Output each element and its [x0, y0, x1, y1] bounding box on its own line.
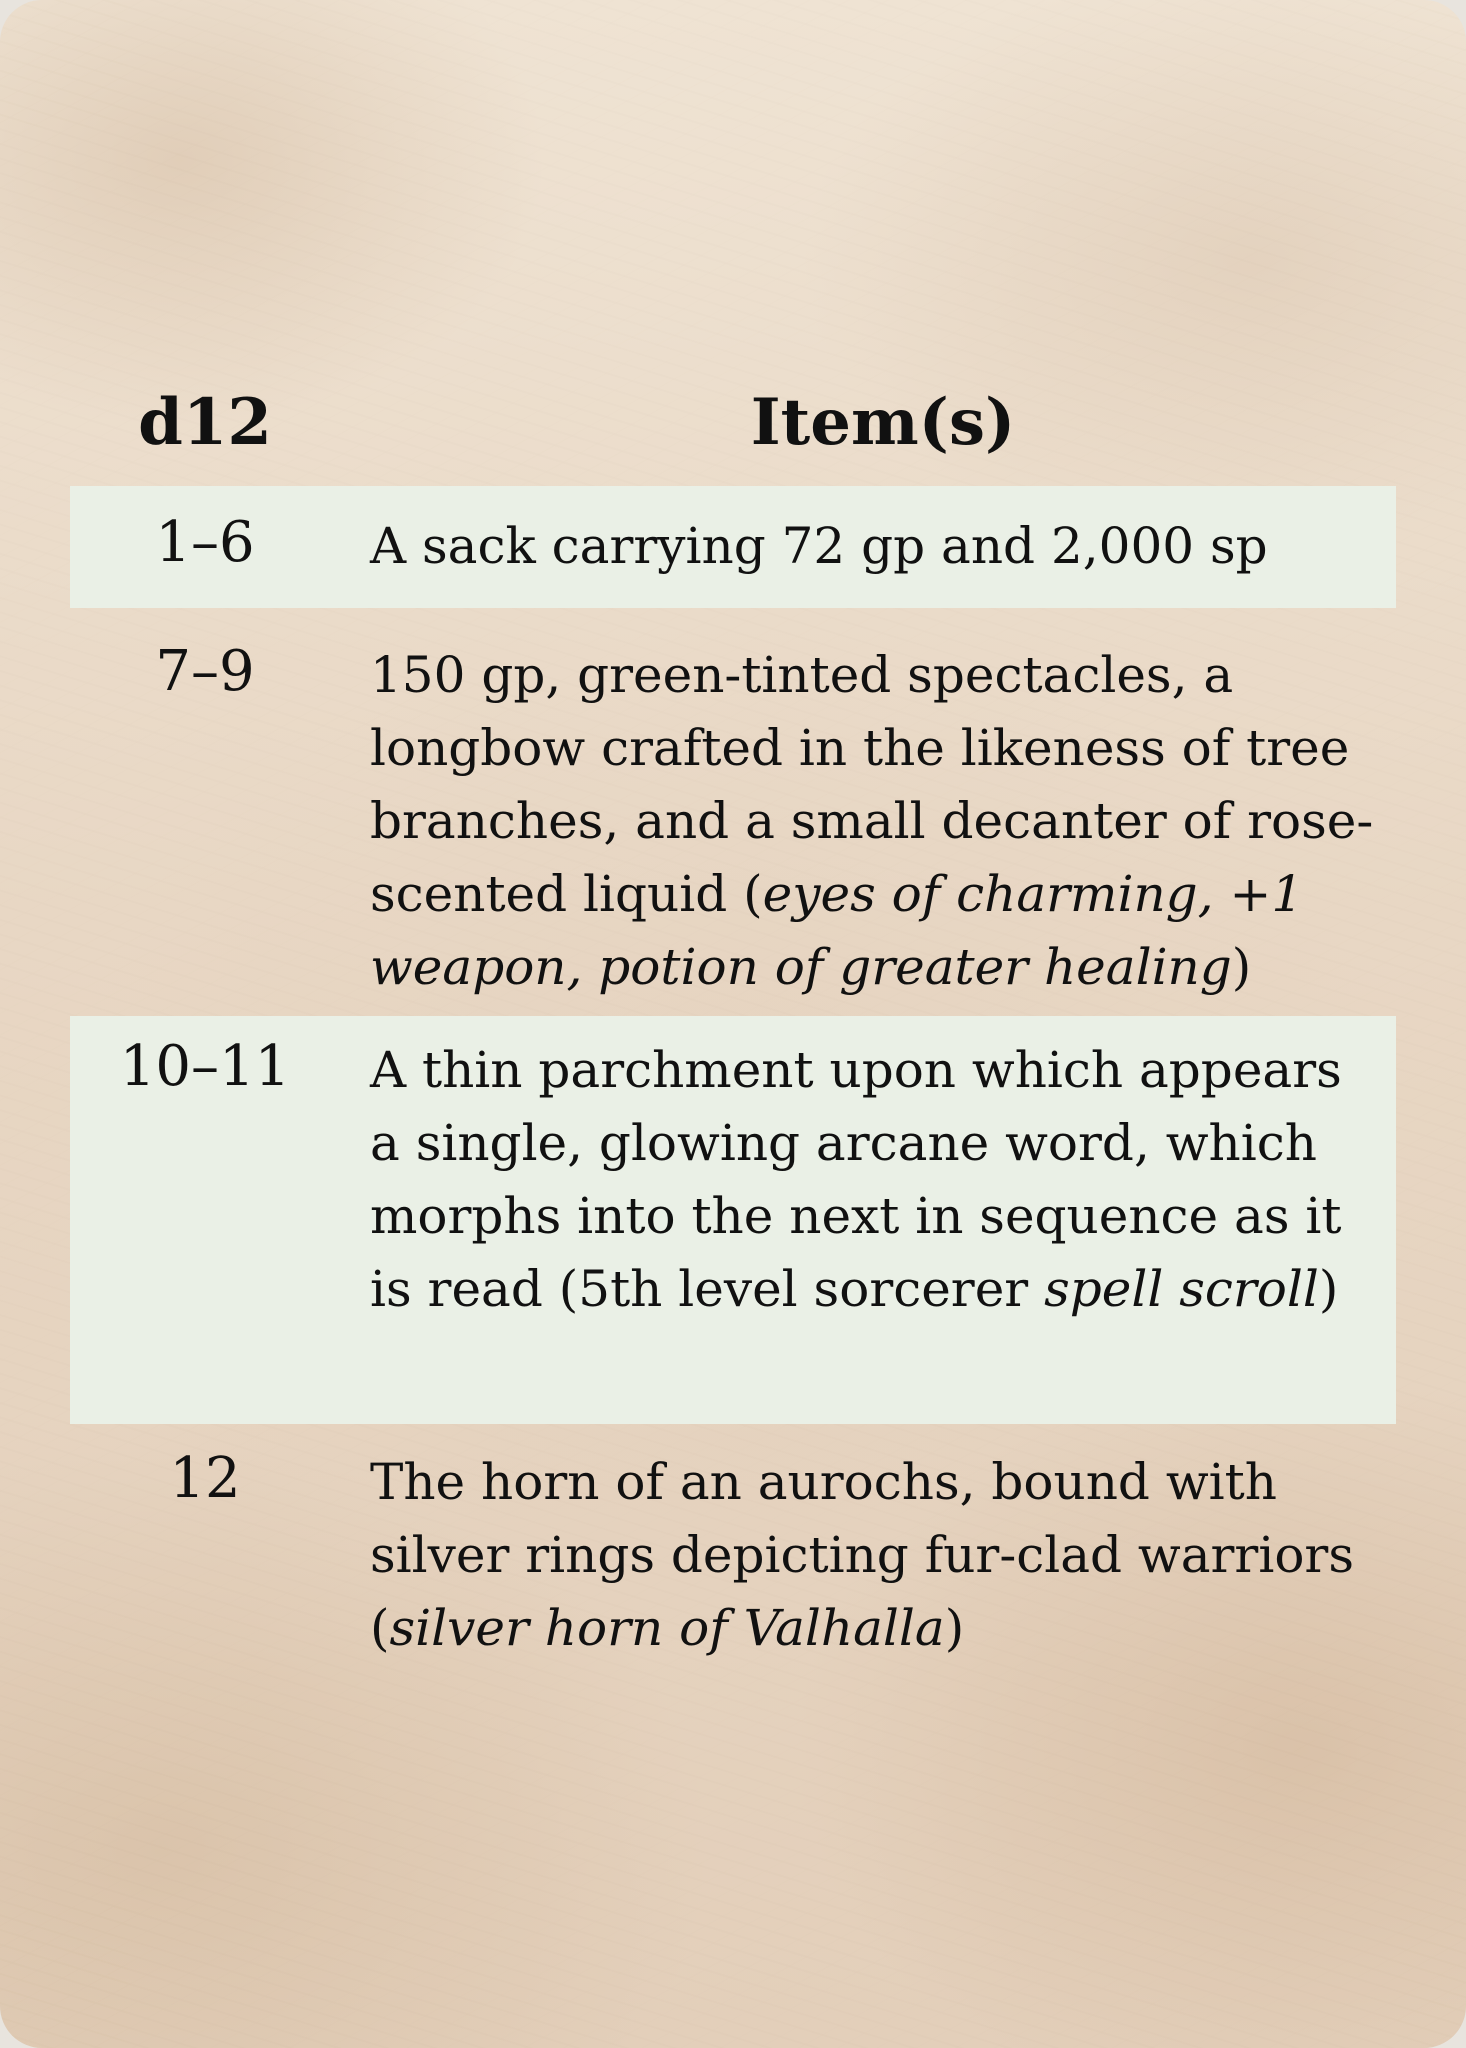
item-cell — [370, 1446, 1396, 1665]
item-text: The horn of an aurochs, bound with silver rings depicting fur-clad warriors ( — [370, 1453, 1354, 1657]
item-italic-text: eyes of charming, +1 weapon, potion of greater healing — [370, 865, 1304, 996]
table-header — [70, 378, 1396, 478]
roll-cell: 7–9 — [155, 639, 255, 704]
item-text: 150 gp, green-tinted spectacles, a longbow crafted in the likeness of tree branches, and a small decanter of rose-scented liquid ( — [370, 646, 1374, 923]
item-text: A thin parchment upon which appears a single, glowing arcane word, which morphs into the next in sequence as it is read (5th level sorcerer — [370, 1041, 1342, 1318]
item-text: ) — [944, 1599, 965, 1657]
item-text: ) — [1318, 1260, 1339, 1318]
roll-cell: 10–11 — [119, 1034, 291, 1099]
item-cell — [370, 1034, 1396, 1326]
table-row — [70, 1016, 1396, 1424]
header-roll: d12 — [138, 385, 272, 460]
item-cell — [370, 639, 1396, 1004]
loot-table — [70, 486, 1396, 1744]
item-text: ) — [1231, 938, 1252, 996]
roll-cell: 1–6 — [155, 510, 255, 575]
header-items: Item(s) — [750, 385, 1016, 460]
item-cell: A sack carrying 72 gp and 2,000 sp — [370, 517, 1268, 575]
table-row — [70, 608, 1396, 1016]
roll-cell: 12 — [169, 1446, 241, 1511]
item-italic-text: silver horn of Valhalla — [389, 1599, 945, 1657]
table-row — [70, 486, 1396, 608]
item-italic-text: spell scroll — [1044, 1260, 1319, 1318]
table-row — [70, 1424, 1396, 1744]
